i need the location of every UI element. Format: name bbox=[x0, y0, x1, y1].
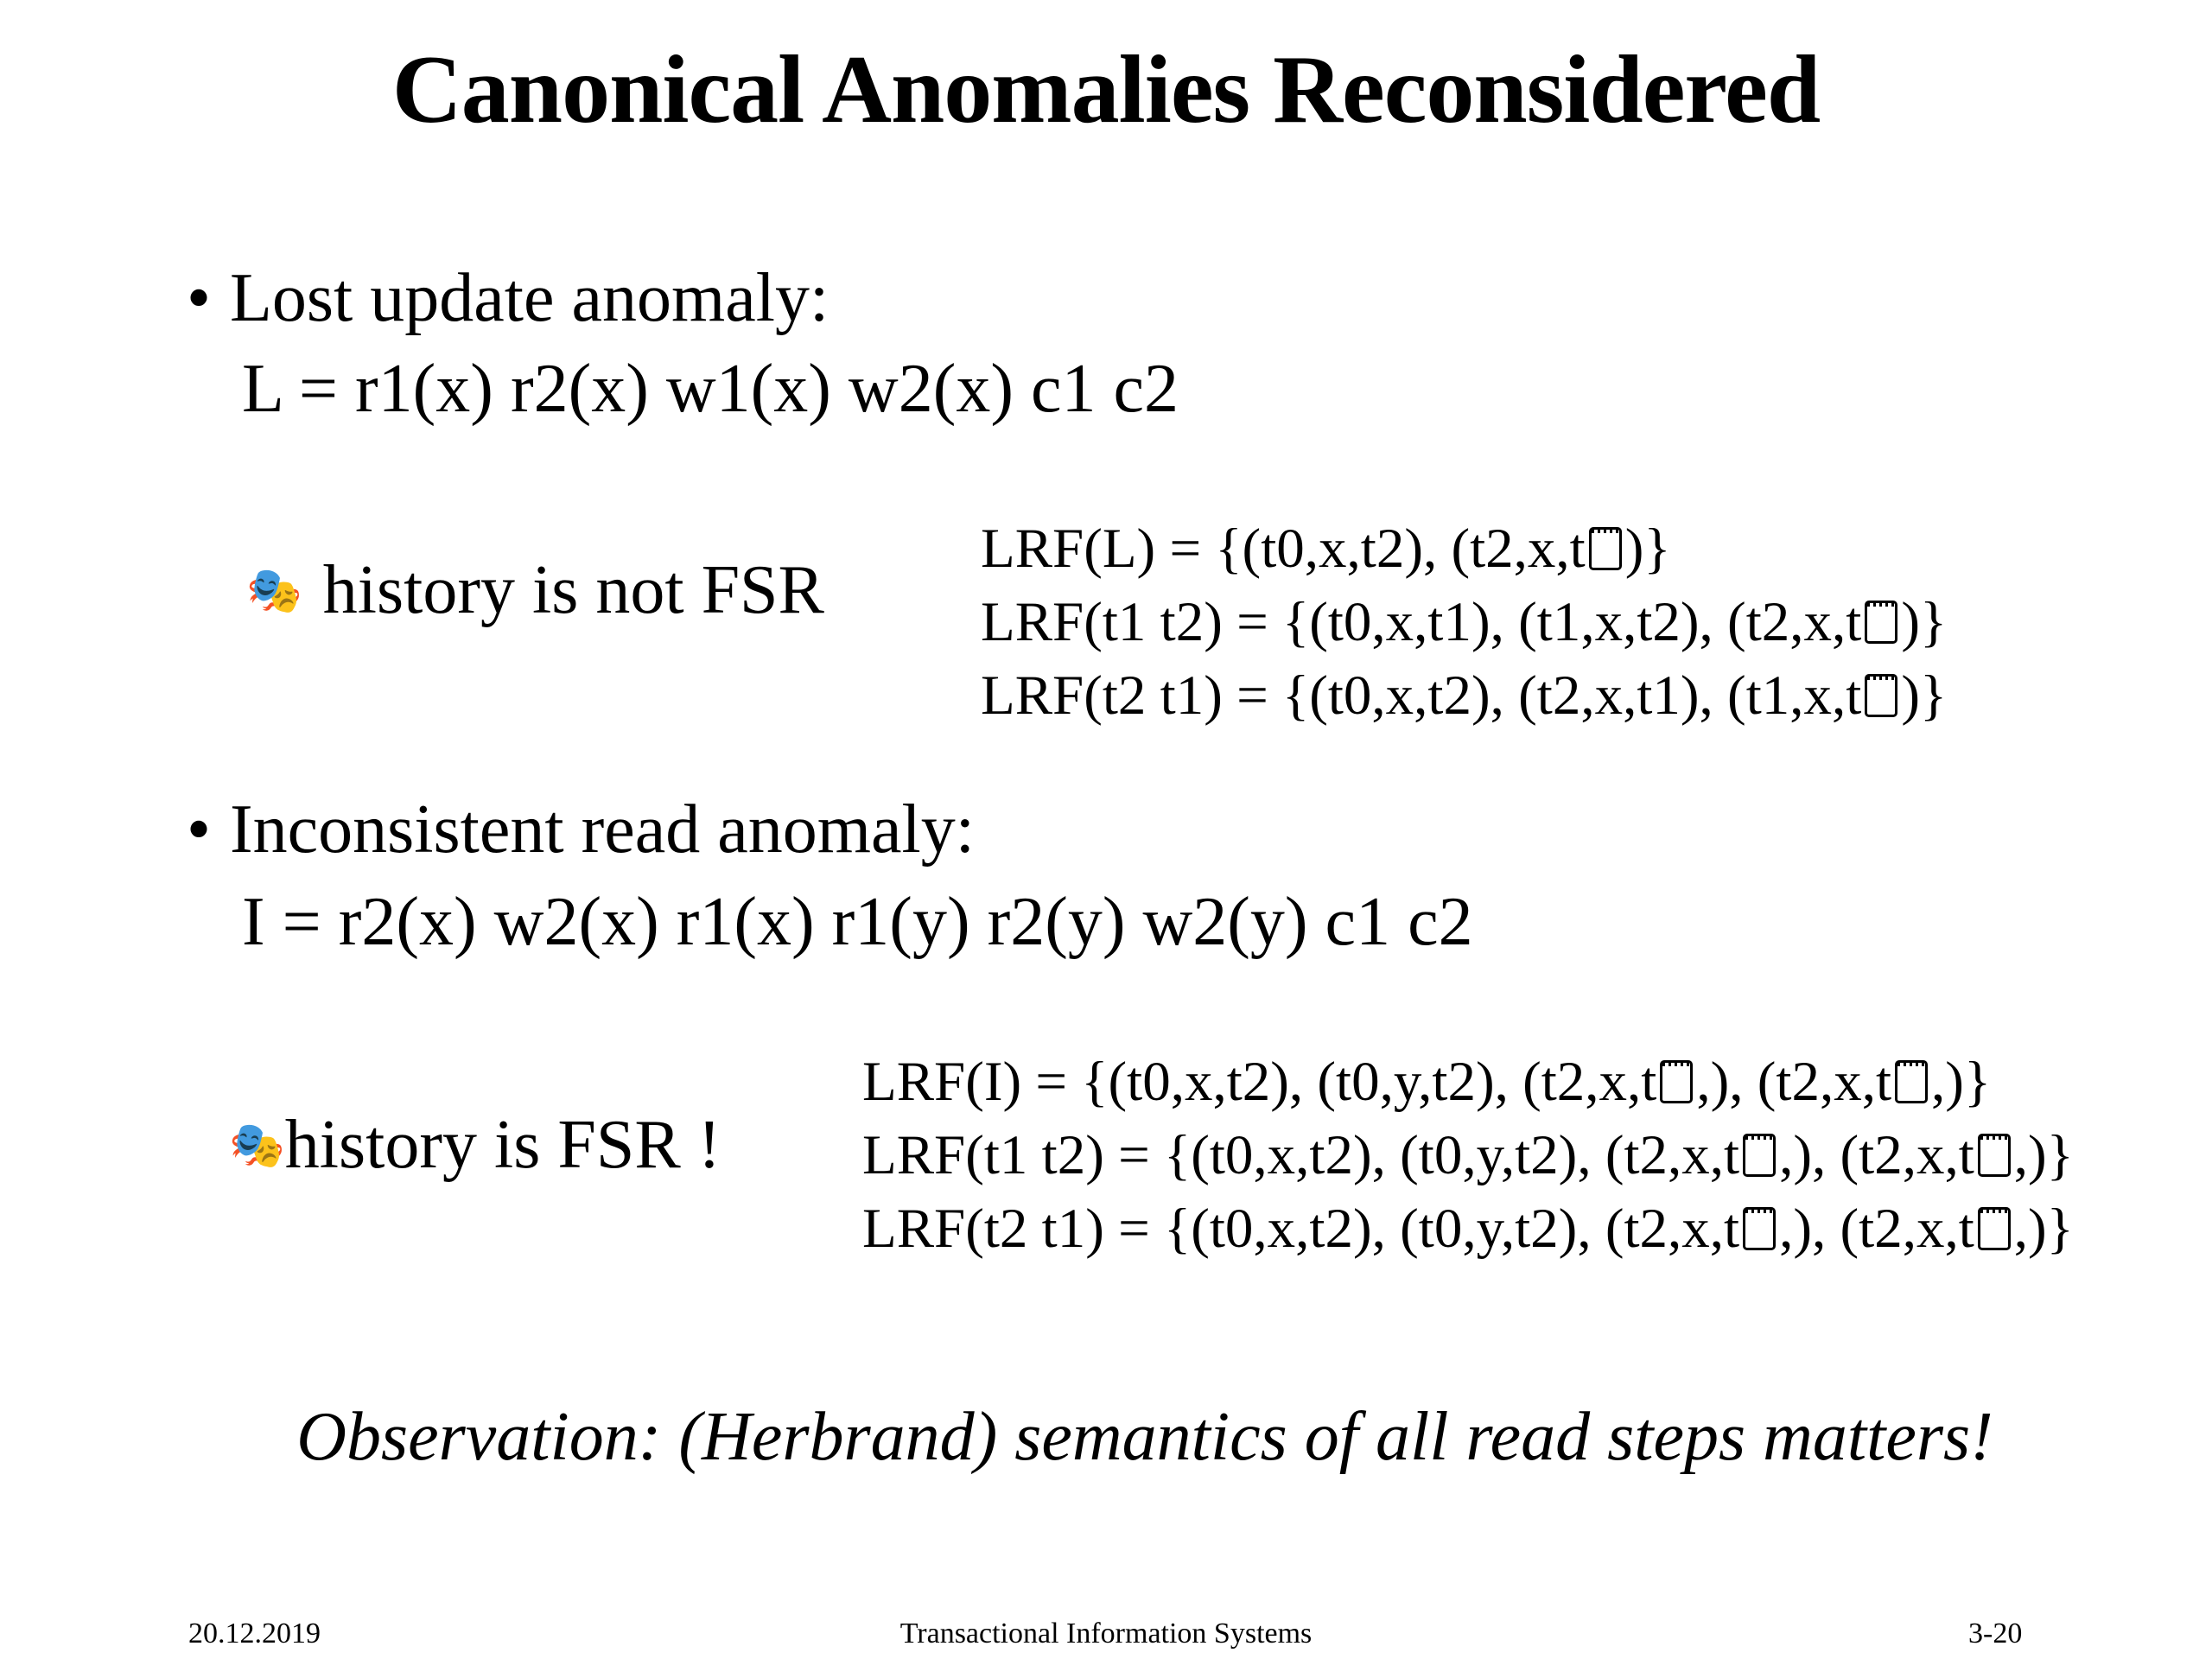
footer-page-number: 3-20 bbox=[1968, 1618, 2023, 1649]
schedule-I: I = r2(x) w2(x) r1(x) r1(y) r2(y) w2(y) c1 c2 bbox=[242, 884, 1473, 960]
placeholder-box-icon bbox=[1660, 1060, 1693, 1103]
placeholder-box-icon bbox=[1865, 601, 1897, 644]
schedule-L: L = r1(x) r2(x) w1(x) w2(x) c1 c2 bbox=[242, 351, 1179, 427]
bullet-lost-update bbox=[187, 259, 829, 338]
placeholder-box-icon bbox=[1978, 1207, 2011, 1250]
lrf-line: LRF(t1 t2) = {(t0,x,t2), (t0,y,t2), (t2,x,t ,), (t2,x,t ,)} bbox=[862, 1124, 2074, 1186]
bullet-heading: Lost update anomaly: bbox=[230, 260, 830, 336]
lrf-block-inconsistent-read bbox=[862, 1046, 2074, 1266]
lrf-line: LRF(I) = {(t0,x,t2), (t0,y,t2), (t2,x,t ,), (t2,x,t ,)} bbox=[862, 1051, 1992, 1113]
lrf-line: LRF(t1 t2) = {(t0,x,t1), (t1,x,t2), (t2,x,t )} bbox=[981, 591, 1948, 653]
theater-masks-icon: 🎭 bbox=[229, 1122, 285, 1171]
placeholder-box-icon bbox=[1895, 1060, 1928, 1103]
bullet-dot: • bbox=[187, 791, 212, 868]
placeholder-box-icon bbox=[1978, 1134, 2011, 1177]
footer-date: 20.12.2019 bbox=[188, 1618, 321, 1649]
bullet-dot: • bbox=[187, 260, 212, 336]
footer-course-title: Transactional Information Systems bbox=[899, 1618, 1313, 1649]
placeholder-box-icon bbox=[1743, 1134, 1776, 1177]
verdict-text: history is FSR ! bbox=[284, 1107, 721, 1183]
bullet-inconsistent-read bbox=[187, 791, 975, 869]
theater-masks-icon: 🎭 bbox=[246, 567, 302, 616]
verdict-text: history is not FSR bbox=[322, 552, 824, 628]
slide-title: Canonical Anomalies Reconsidered bbox=[391, 36, 1821, 143]
verdict-not-fsr bbox=[246, 551, 824, 630]
lrf-line: LRF(t2 t1) = {(t0,x,t2), (t0,y,t2), (t2,x,t ,), (t2,x,t ,)} bbox=[862, 1198, 2074, 1260]
lrf-line: LRF(L) = {(t0,x,t2), (t2,x,t )} bbox=[981, 518, 1671, 580]
verdict-fsr bbox=[229, 1106, 721, 1185]
observation-note: Observation: (Herbrand) semantics of all read steps matters! bbox=[296, 1399, 1993, 1475]
placeholder-box-icon bbox=[1865, 674, 1897, 717]
bullet-heading: Inconsistent read anomaly: bbox=[230, 791, 975, 868]
lrf-block-lost-update bbox=[981, 512, 1947, 733]
placeholder-box-icon bbox=[1743, 1207, 1776, 1250]
lrf-line: LRF(t2 t1) = {(t0,x,t2), (t2,x,t1), (t1,x,t )} bbox=[981, 664, 1948, 727]
placeholder-box-icon bbox=[1589, 527, 1622, 570]
